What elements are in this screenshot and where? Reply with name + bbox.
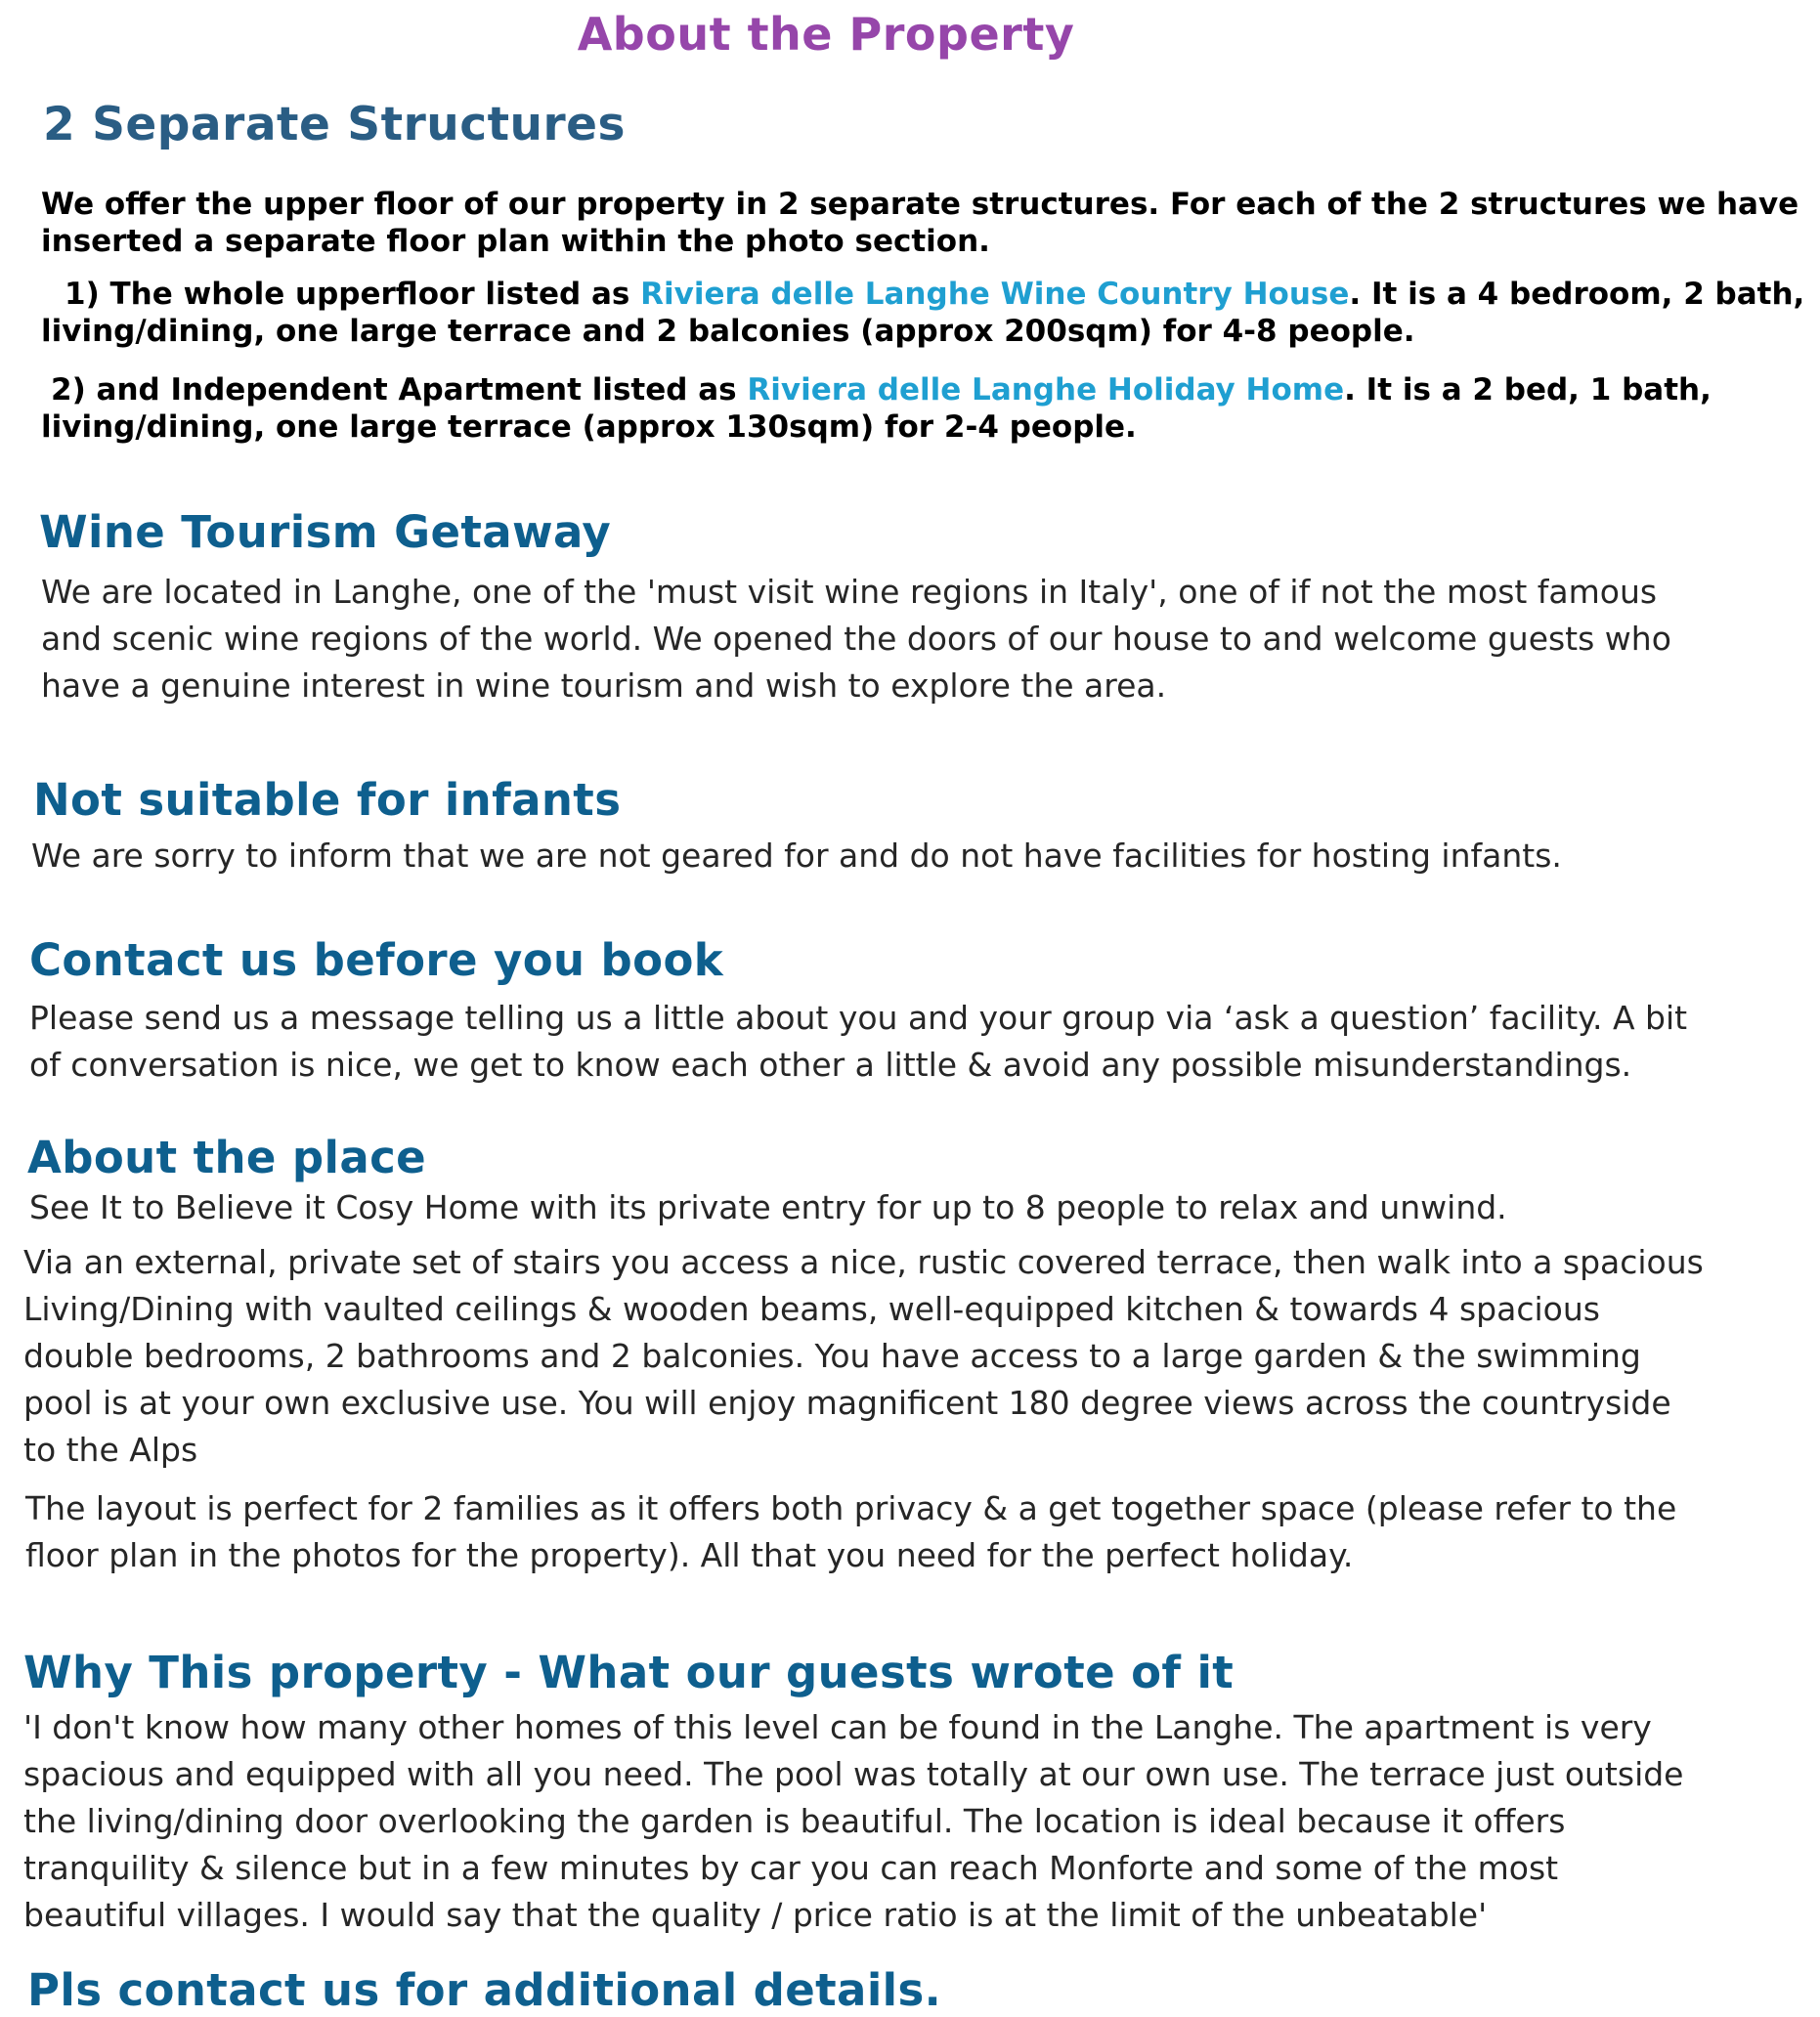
- guest-review-heading: Why This property - What our guests wrote of it: [23, 1647, 1235, 1698]
- text-line: tranquility & silence but in a few minutes by car you can reach Monforte and some of the most: [23, 1849, 1559, 1887]
- text-line: of conversation is nice, we get to know each other a little & avoid any possible misunderstandings.: [29, 1046, 1632, 1084]
- structure-item-1-prefix: 1) The whole upperfloor listed as: [65, 277, 641, 312]
- structures-intro-line2: inserted a separate floor plan within the photo section.: [41, 224, 990, 259]
- text-line: Please send us a message telling us a little about you and your group via ‘ask a question’ facility. A bit: [29, 999, 1688, 1037]
- structure-item-2-suffix: . It is a 2 bed, 1 bath,: [1344, 372, 1712, 408]
- structures-intro-line1: We offer the upper floor of our property in 2 separate structures. For each of the 2 structures we have: [41, 187, 1799, 222]
- text-line: Via an external, private set of stairs you access a nice, rustic covered terrace, then walk into a spacious: [23, 1243, 1704, 1281]
- contact-heading: Contact us before you book: [29, 934, 724, 986]
- infants-heading: Not suitable for infants: [33, 774, 622, 826]
- page-title: About the Property: [577, 8, 1075, 61]
- about-place-intro: See It to Believe it Cosy Home with its private entry for up to 8 people to relax and unwind.: [29, 1188, 1507, 1226]
- text-line: Living/Dining with vaulted ceilings & wooden beams, well-equipped kitchen & towards 4 spacious: [23, 1290, 1600, 1328]
- text-line: have a genuine interest in wine tourism and wish to explore the area.: [41, 666, 1167, 705]
- about-place-paragraph-1: [23, 1239, 1704, 1474]
- text-line: The layout is perfect for 2 families as it offers both privacy & a get together space (please refer to the: [25, 1489, 1677, 1527]
- about-place-heading: About the place: [27, 1132, 427, 1183]
- wine-country-house-link[interactable]: Riviera delle Langhe Wine Country House: [640, 277, 1350, 312]
- text-line: and scenic wine regions of the world. We opened the doors of our house to and welcome guests who: [41, 620, 1671, 658]
- text-line: pool is at your own exclusive use. You will enjoy magnificent 180 degree views across the countryside: [23, 1384, 1671, 1422]
- contact-text: [29, 995, 1687, 1089]
- infants-text: We are sorry to inform that we are not geared for and do not have facilities for hosting infants.: [31, 837, 1562, 875]
- structure-item-2-prefix: 2) and Independent Apartment listed as: [51, 372, 748, 408]
- wine-tourism-heading: Wine Tourism Getaway: [39, 506, 612, 558]
- holiday-home-link[interactable]: Riviera delle Langhe Holiday Home: [747, 372, 1345, 408]
- structure-item-1-line2: living/dining, one large terrace and 2 balconies (approx 200sqm) for 4-8 people.: [41, 314, 1415, 349]
- text-line: spacious and equipped with all you need. The pool was totally at our own use. The terrace just outside: [23, 1755, 1684, 1793]
- text-line: to the Alps: [23, 1431, 198, 1469]
- guest-review-text: [23, 1704, 1684, 1939]
- structure-item-2-line2: living/dining, one large terrace (approx 130sqm) for 2-4 people.: [41, 409, 1137, 445]
- text-line: beautiful villages. I would say that the quality / price ratio is at the limit of the unbeatable': [23, 1896, 1488, 1934]
- about-place-paragraph-2: [25, 1485, 1676, 1579]
- structure-item-1-suffix: . It is a 4 bedroom, 2 bath,: [1349, 277, 1805, 312]
- text-line: 'I don't know how many other homes of this level can be found in the Langhe. The apartment is very: [23, 1708, 1652, 1746]
- closing-heading: Pls contact us for additional details.: [27, 1964, 942, 2016]
- structure-item-2: [51, 371, 1791, 408]
- text-line: floor plan in the photos for the property). All that you need for the perfect holiday.: [25, 1536, 1354, 1574]
- text-line: the living/dining door overlooking the garden is beautiful. The location is ideal because it offers: [23, 1802, 1566, 1840]
- structures-heading: 2 Separate Structures: [43, 98, 627, 151]
- text-line: We are located in Langhe, one of the 'must visit wine regions in Italy', one of if not the most famous: [41, 573, 1658, 611]
- wine-tourism-text: [41, 569, 1671, 709]
- text-line: double bedrooms, 2 bathrooms and 2 balconies. You have access to a large garden & the swimming: [23, 1337, 1641, 1375]
- structure-item-1: [65, 276, 1804, 313]
